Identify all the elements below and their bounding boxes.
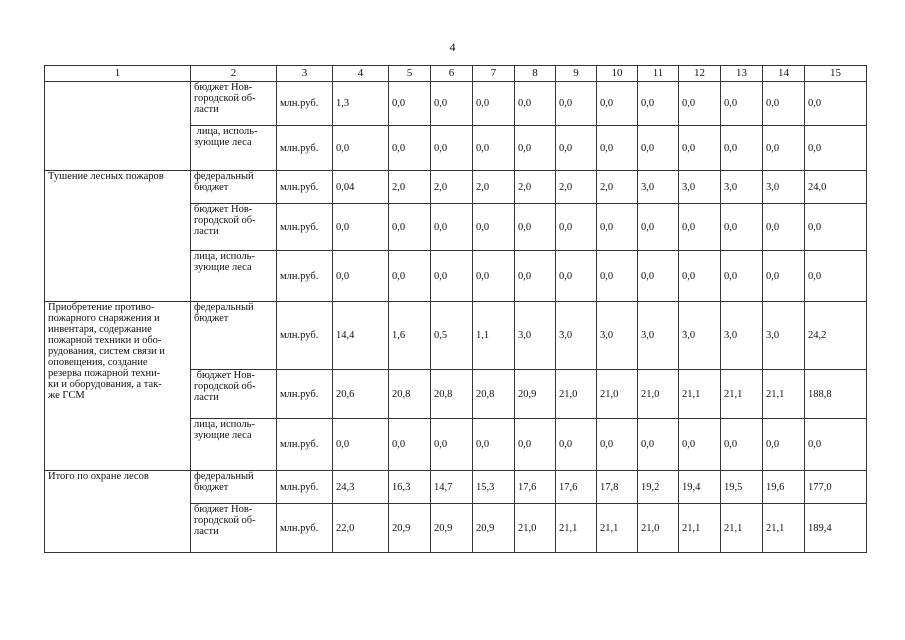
col-header-1: 1	[45, 66, 191, 82]
table-row	[45, 471, 867, 504]
funding-source-cell: бюджет Нов- городской об- ласти	[191, 504, 277, 553]
value-cell: 3,0	[679, 302, 721, 370]
value-cell: 21,1	[679, 504, 721, 553]
value-cell: 0,0	[763, 82, 805, 126]
value-cell: 21,0	[597, 370, 638, 419]
value-cell: 0,0	[515, 419, 556, 471]
activity-cell: Приобретение противо- пожарного снаряжения и инвентаря, содержание пожарной техники и обо- рудования, систем связи и оповещения, создание резерва пожарной техни- ки и оборудования, а так- же ГСМ	[45, 302, 191, 471]
value-cell: 0,0	[515, 126, 556, 171]
unit-cell: млн.руб.	[277, 82, 333, 126]
col-header-2: 2	[191, 66, 277, 82]
value-cell: 0,0	[556, 126, 597, 171]
value-cell: 2,0	[556, 171, 597, 204]
value-cell: 0,0	[515, 204, 556, 251]
value-cell: 21,1	[763, 504, 805, 553]
value-cell: 19,5	[721, 471, 763, 504]
value-cell: 0,0	[805, 82, 867, 126]
value-cell: 2,0	[473, 171, 515, 204]
value-cell: 0,0	[473, 419, 515, 471]
unit-cell: млн.руб.	[277, 204, 333, 251]
value-cell: 0,0	[333, 419, 389, 471]
value-cell: 189,4	[805, 504, 867, 553]
value-cell: 0,0	[431, 251, 473, 302]
value-cell: 15,3	[473, 471, 515, 504]
table-row	[45, 302, 867, 370]
value-cell: 0,0	[721, 204, 763, 251]
value-cell: 0,0	[473, 204, 515, 251]
value-cell: 0,0	[679, 126, 721, 171]
col-header-7: 7	[473, 66, 515, 82]
value-cell: 14,4	[333, 302, 389, 370]
value-cell: 0,0	[805, 126, 867, 171]
value-cell: 21,1	[597, 504, 638, 553]
value-cell: 0,0	[431, 126, 473, 171]
value-cell: 0,0	[763, 251, 805, 302]
value-cell: 2,0	[431, 171, 473, 204]
value-cell: 0,0	[597, 419, 638, 471]
activity-cell	[45, 82, 191, 171]
value-cell: 0,0	[721, 419, 763, 471]
value-cell: 21,0	[515, 504, 556, 553]
value-cell: 2,0	[515, 171, 556, 204]
unit-cell: млн.руб.	[277, 302, 333, 370]
value-cell: 3,0	[515, 302, 556, 370]
value-cell: 0,0	[679, 419, 721, 471]
unit-cell: млн.руб.	[277, 471, 333, 504]
unit-cell: млн.руб.	[277, 126, 333, 171]
value-cell: 0,0	[805, 204, 867, 251]
funding-source-cell: лица, исполь- зующие леса	[191, 419, 277, 471]
value-cell: 21,1	[721, 370, 763, 419]
value-cell: 0,0	[679, 251, 721, 302]
col-header-13: 13	[721, 66, 763, 82]
value-cell: 3,0	[638, 171, 679, 204]
value-cell: 24,3	[333, 471, 389, 504]
value-cell: 0,5	[431, 302, 473, 370]
funding-source-cell: федеральный бюджет	[191, 471, 277, 504]
value-cell: 188,8	[805, 370, 867, 419]
value-cell: 0,0	[556, 82, 597, 126]
activity-cell: Тушение лесных пожаров	[45, 171, 191, 302]
value-cell: 0,0	[597, 126, 638, 171]
value-cell: 0,0	[556, 419, 597, 471]
funding-source-cell: бюджет Нов- городской об- ласти	[191, 370, 277, 419]
col-header-3: 3	[277, 66, 333, 82]
value-cell: 2,0	[389, 171, 431, 204]
value-cell: 0,0	[721, 251, 763, 302]
funding-source-cell: федеральный бюджет	[191, 171, 277, 204]
value-cell: 1,6	[389, 302, 431, 370]
value-cell: 20,9	[473, 504, 515, 553]
value-cell: 0,0	[333, 204, 389, 251]
value-cell: 0,0	[515, 82, 556, 126]
value-cell: 0,0	[638, 126, 679, 171]
value-cell: 0,0	[473, 251, 515, 302]
unit-cell: млн.руб.	[277, 251, 333, 302]
value-cell: 3,0	[721, 171, 763, 204]
value-cell: 0,0	[638, 204, 679, 251]
budget-table	[44, 65, 867, 553]
value-cell: 0,0	[805, 419, 867, 471]
value-cell: 20,8	[431, 370, 473, 419]
unit-cell: млн.руб.	[277, 171, 333, 204]
value-cell: 0,0	[431, 419, 473, 471]
value-cell: 24,2	[805, 302, 867, 370]
funding-source-cell: бюджет Нов- городской об- ласти	[191, 82, 277, 126]
value-cell: 0,0	[431, 82, 473, 126]
col-header-14: 14	[763, 66, 805, 82]
value-cell: 0,0	[389, 126, 431, 171]
value-cell: 22,0	[333, 504, 389, 553]
col-header-11: 11	[638, 66, 679, 82]
value-cell: 3,0	[721, 302, 763, 370]
value-cell: 0,0	[473, 82, 515, 126]
value-cell: 0,0	[389, 204, 431, 251]
value-cell: 0,0	[763, 419, 805, 471]
value-cell: 3,0	[597, 302, 638, 370]
value-cell: 21,1	[679, 370, 721, 419]
value-cell: 0,0	[763, 204, 805, 251]
col-header-5: 5	[389, 66, 431, 82]
value-cell: 21,0	[556, 370, 597, 419]
value-cell: 20,6	[333, 370, 389, 419]
activity-cell: Итого по охране лесов	[45, 471, 191, 553]
value-cell: 3,0	[679, 171, 721, 204]
value-cell: 0,0	[721, 126, 763, 171]
value-cell: 0,0	[679, 82, 721, 126]
value-cell: 3,0	[763, 171, 805, 204]
value-cell: 0,0	[597, 251, 638, 302]
value-cell: 19,6	[763, 471, 805, 504]
value-cell: 3,0	[638, 302, 679, 370]
value-cell: 3,0	[763, 302, 805, 370]
value-cell: 20,8	[473, 370, 515, 419]
value-cell: 0,0	[333, 251, 389, 302]
funding-source-cell: лица, исполь- зующие леса	[191, 251, 277, 302]
value-cell: 0,0	[389, 251, 431, 302]
value-cell: 0,0	[389, 419, 431, 471]
value-cell: 21,1	[763, 370, 805, 419]
value-cell: 0,0	[389, 82, 431, 126]
funding-source-cell: лица, исполь- зующие леса	[191, 126, 277, 171]
value-cell: 3,0	[556, 302, 597, 370]
funding-source-cell: федеральный бюджет	[191, 302, 277, 370]
col-header-15: 15	[805, 66, 867, 82]
value-cell: 20,9	[431, 504, 473, 553]
value-cell: 0,0	[556, 251, 597, 302]
value-cell: 1,1	[473, 302, 515, 370]
value-cell: 0,0	[638, 419, 679, 471]
value-cell: 21,0	[638, 370, 679, 419]
value-cell: 0,0	[431, 204, 473, 251]
value-cell: 19,2	[638, 471, 679, 504]
value-cell: 21,1	[721, 504, 763, 553]
value-cell: 20,9	[515, 370, 556, 419]
value-cell: 21,1	[556, 504, 597, 553]
value-cell: 0,0	[515, 251, 556, 302]
col-header-9: 9	[556, 66, 597, 82]
value-cell: 1,3	[333, 82, 389, 126]
value-cell: 0,0	[805, 251, 867, 302]
value-cell: 19,4	[679, 471, 721, 504]
value-cell: 0,0	[473, 126, 515, 171]
value-cell: 0,0	[597, 204, 638, 251]
table-row	[45, 171, 867, 204]
value-cell: 17,8	[597, 471, 638, 504]
value-cell: 0,0	[638, 82, 679, 126]
value-cell: 21,0	[638, 504, 679, 553]
value-cell: 0,0	[721, 82, 763, 126]
value-cell: 2,0	[597, 171, 638, 204]
col-header-4: 4	[333, 66, 389, 82]
header-row	[45, 66, 867, 82]
value-cell: 0,04	[333, 171, 389, 204]
value-cell: 17,6	[556, 471, 597, 504]
col-header-6: 6	[431, 66, 473, 82]
value-cell: 24,0	[805, 171, 867, 204]
unit-cell: млн.руб.	[277, 370, 333, 419]
value-cell: 0,0	[679, 204, 721, 251]
value-cell: 20,9	[389, 504, 431, 553]
table-row	[45, 82, 867, 126]
value-cell: 14,7	[431, 471, 473, 504]
funding-source-cell: бюджет Нов- городской об- ласти	[191, 204, 277, 251]
value-cell: 0,0	[638, 251, 679, 302]
unit-cell: млн.руб.	[277, 419, 333, 471]
value-cell: 0,0	[333, 126, 389, 171]
page-number: 4	[449, 40, 456, 54]
value-cell: 16,3	[389, 471, 431, 504]
value-cell: 0,0	[556, 204, 597, 251]
value-cell: 17,6	[515, 471, 556, 504]
col-header-8: 8	[515, 66, 556, 82]
value-cell: 20,8	[389, 370, 431, 419]
value-cell: 177,0	[805, 471, 867, 504]
col-header-10: 10	[597, 66, 638, 82]
value-cell: 0,0	[763, 126, 805, 171]
unit-cell: млн.руб.	[277, 504, 333, 553]
col-header-12: 12	[679, 66, 721, 82]
value-cell: 0,0	[597, 82, 638, 126]
